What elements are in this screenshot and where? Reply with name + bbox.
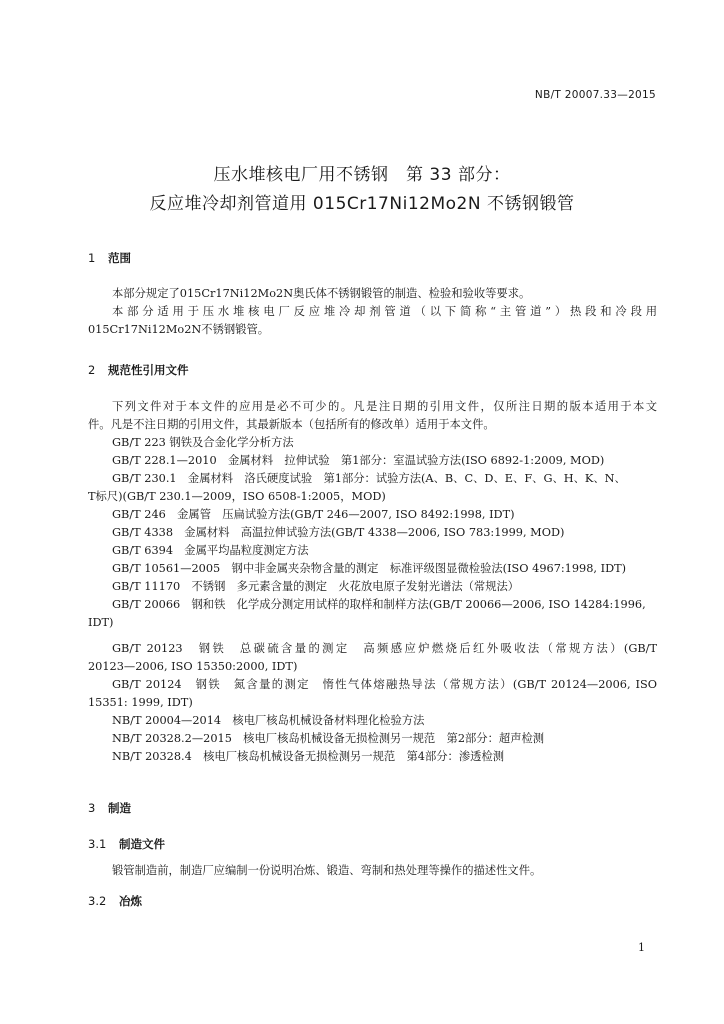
section-2-heading xyxy=(88,362,189,378)
section-number: 2 xyxy=(88,363,96,377)
reference-line: GB/T 246 金属管 压扁试验方法(GB/T 246—2007, ISO 8492:1998, IDT) xyxy=(112,508,515,521)
reference-line: GB/T 20066 钢和铁 化学成分测定用试样的取样和制样方法(GB/T 20066—2006, ISO 14284:1996, xyxy=(112,598,646,611)
reference-line: GB/T 228.1—2010 金属材料 拉伸试验 第1部分：室温试验方法(ISO 6892-1:2009, MOD) xyxy=(112,454,605,467)
reference-line: NB/T 20328.4 核电厂核岛机械设备无损检测另一规范 第4部分：渗透检测 xyxy=(112,750,505,763)
reference-line: NB/T 20328.2—2015 核电厂核岛机械设备无损检测另一规范 第2部分：超声检测 xyxy=(112,732,545,745)
reference-line: GB/T 20124 钢铁 氮含量的测定 惰性气体熔融热导法（常规方法）(GB/T 20124—2006, ISO xyxy=(112,678,657,691)
document-title-line-2: 反应堆冷却剂管道用 015Cr17Ni12Mo2N 不锈钢锻管 xyxy=(149,194,575,214)
reference-line: 20123—2006, ISO 15350:2000, IDT) xyxy=(88,660,298,673)
scope-paragraph-2-line-1: 本部分适用于压水堆核电厂反应堆冷却剂管道（以下简称“主管道”）热段和冷段用 xyxy=(112,305,657,318)
reference-line: GB/T 6394 金属平均晶粒度测定方法 xyxy=(112,544,309,557)
reference-line: 15351: 1999, IDT) xyxy=(88,696,193,709)
subsection-3-2-heading xyxy=(88,893,142,909)
section-number: 1 xyxy=(88,251,96,265)
references-intro-line-1: 下列文件对于本文件的应用是必不可少的。凡是注日期的引用文件，仅所注日期的版本适用于本文 xyxy=(112,400,657,413)
reference-line: GB/T 20123 钢铁 总碳硫含量的测定 高频感应炉燃烧后红外吸收法（常规方法）(GB/T xyxy=(112,642,657,655)
reference-line: GB/T 11170 不锈钢 多元素含量的测定 火花放电原子发射光谱法（常规法） xyxy=(112,580,520,593)
reference-line: IDT) xyxy=(88,616,114,629)
reference-line: T标尺)(GB/T 230.1—2009，ISO 6508-1:2005，MOD) xyxy=(88,490,386,503)
reference-line: NB/T 20004—2014 核电厂核岛机械设备材料理化检验方法 xyxy=(112,714,425,727)
subsection-title: 冶炼 xyxy=(119,894,142,908)
scope-paragraph-1: 本部分规定了015Cr17Ni12Mo2N奥氏体不锈钢锻管的制造、检验和验收等要求。 xyxy=(112,287,531,300)
document-title-line-1: 压水堆核电厂用不锈钢 第 33 部分： xyxy=(213,165,511,185)
manufacturing-document-paragraph: 锻管制造前，制造厂应编制一份说明冶炼、锻造、弯制和热处理等操作的描述性文件。 xyxy=(112,864,542,877)
reference-line: GB/T 223 钢铁及合金化学分析方法 xyxy=(112,436,294,449)
references-intro-line-2: 件。凡是不注日期的引用文件，其最新版本（包括所有的修改单）适用于本文件。 xyxy=(88,418,495,431)
section-title: 规范性引用文件 xyxy=(108,363,189,377)
subsection-number: 3.1 xyxy=(88,837,107,851)
standard-code: NB/T 20007.33—2015 xyxy=(534,89,656,101)
subsection-3-1-heading xyxy=(88,836,165,852)
section-title: 范围 xyxy=(108,251,131,265)
subsection-title: 制造文件 xyxy=(119,837,165,851)
page-number: 1 xyxy=(638,941,645,954)
section-3-heading xyxy=(88,800,131,816)
reference-line: GB/T 4338 金属材料 高温拉伸试验方法(GB/T 4338—2006, ISO 783:1999, MOD) xyxy=(112,526,565,539)
scope-paragraph-2-line-2: 015Cr17Ni12Mo2N不锈钢锻管。 xyxy=(88,323,270,336)
reference-line: GB/T 10561—2005 钢中非金属夹杂物含量的测定 标准评级图显微检验法(ISO 4967:1998, IDT) xyxy=(112,562,627,575)
section-title: 制造 xyxy=(108,801,131,815)
section-number: 3 xyxy=(88,801,96,815)
subsection-number: 3.2 xyxy=(88,894,107,908)
reference-line: GB/T 230.1 金属材料 洛氏硬度试验 第1部分：试验方法(A、B、C、D、E、F、G、H、K、N、 xyxy=(112,472,626,485)
section-1-heading xyxy=(88,250,131,266)
